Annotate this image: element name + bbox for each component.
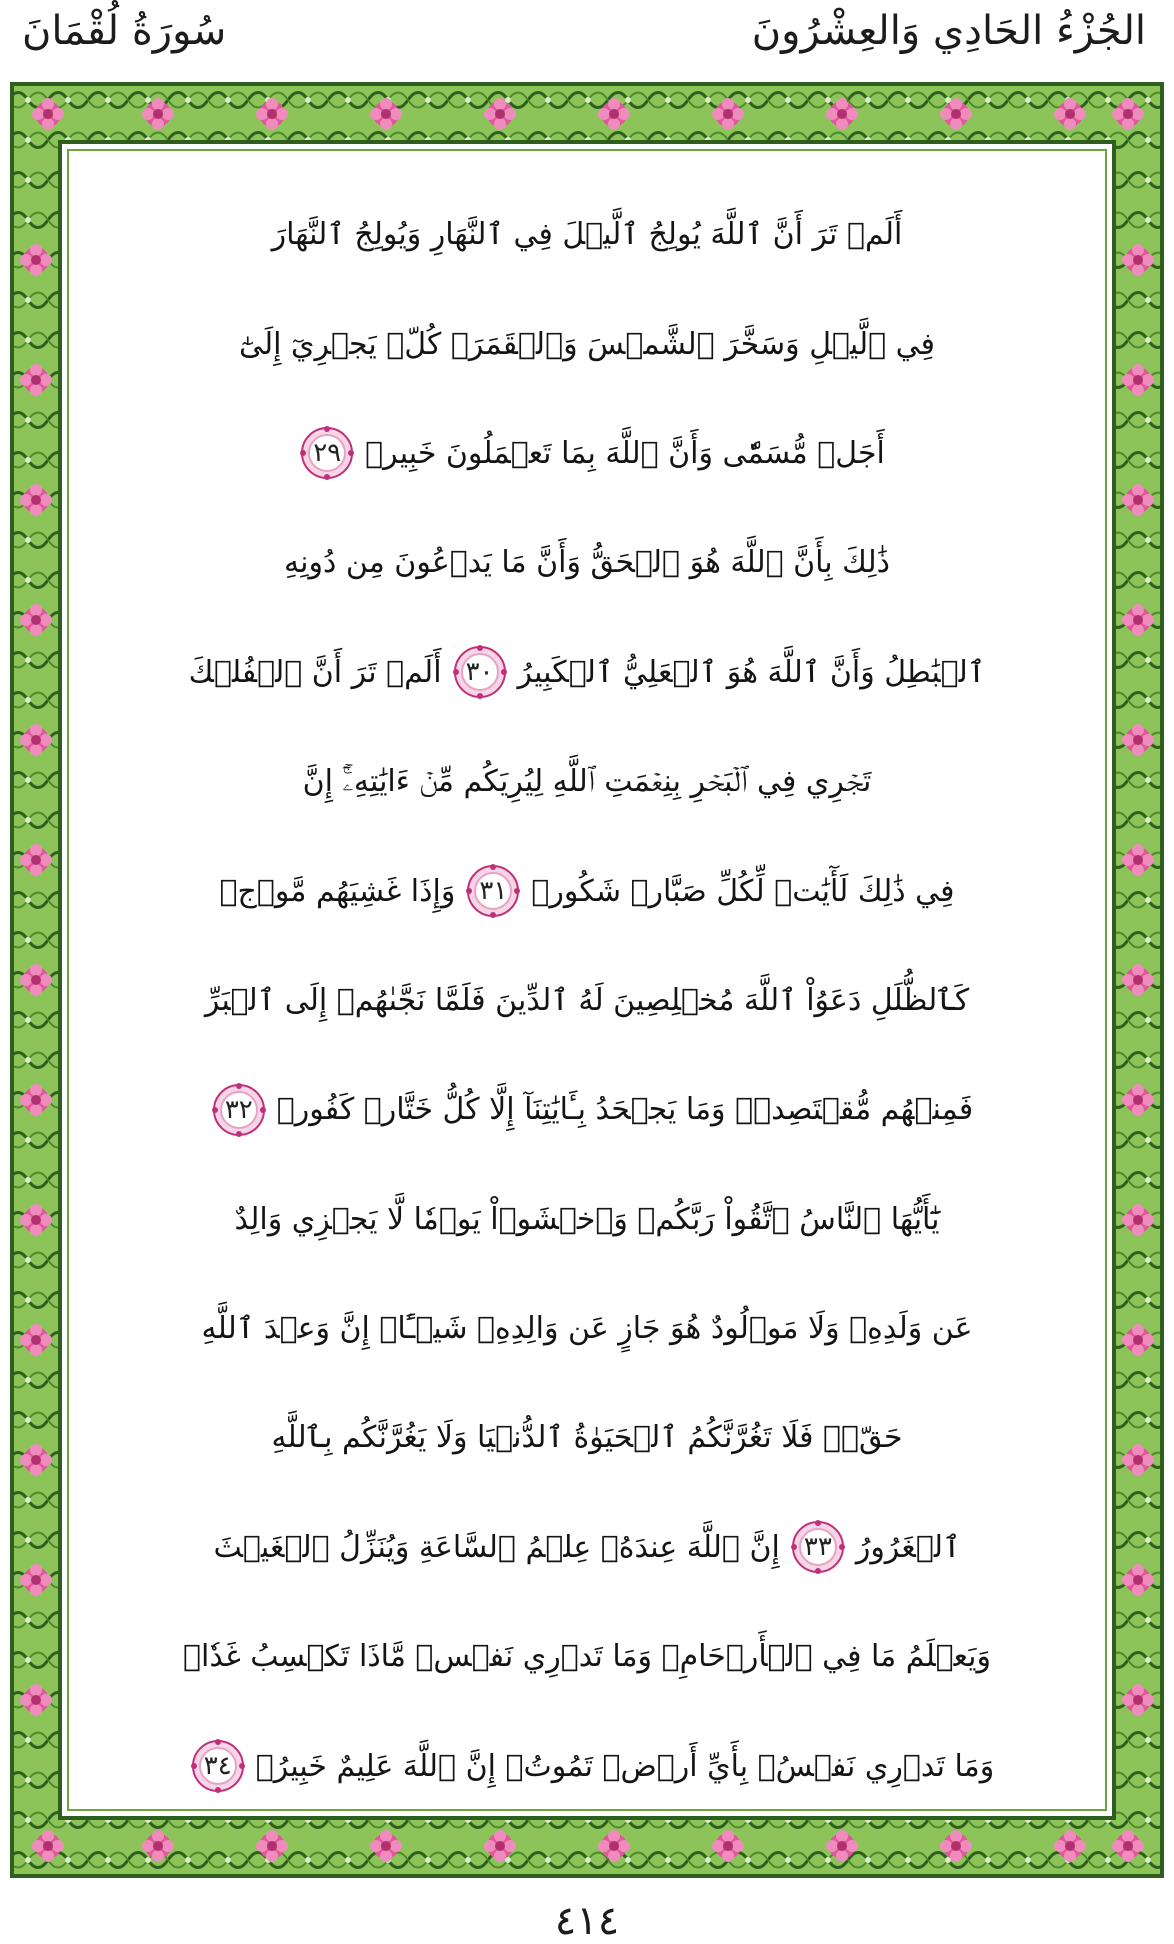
verse-line bbox=[94, 727, 1080, 836]
page-number: ٤١٤ bbox=[554, 1898, 620, 1944]
verse-line bbox=[94, 289, 1080, 398]
verse-text: فَمِنۡهُم مُّقۡتَصِدٞۚ وَمَا يَجۡحَدُ بِـَٔايَٰتِنَآ إِلَّا كُلُّ خَتَّارٖ كَفُورٖ bbox=[276, 1092, 974, 1128]
verse-line bbox=[94, 1383, 1080, 1492]
verse-text: ٱلۡغَرُورُ bbox=[855, 1529, 961, 1565]
verse-line bbox=[94, 399, 1080, 508]
surah-title: سُورَةُ لُقْمَانَ bbox=[22, 8, 227, 54]
verse-line bbox=[94, 618, 1080, 727]
verse-text: حَقّٞۖ فَلَا تَغُرَّنَّكُمُ ٱلۡحَيَوٰةُ ٱلدُّنۡيَا وَلَا يَغُرَّنَّكُم بِٱللَّهِ bbox=[271, 1420, 903, 1456]
verse-text: فِي ذَٰلِكَ لَأٓيَٰتٖ لِّكُلِّ صَبَّارٖ شَكُورٖ bbox=[531, 873, 955, 909]
ornamental-frame bbox=[8, 80, 1166, 1880]
verse-line bbox=[94, 1493, 1080, 1602]
page-header bbox=[0, 0, 1174, 78]
verse-line bbox=[94, 1055, 1080, 1164]
ayah-end-marker bbox=[452, 644, 508, 700]
ayah-number: ٣١ bbox=[479, 876, 508, 907]
verse-text: يَٰٓأَيُّهَا ٱلنَّاسُ ٱتَّقُواْ رَبَّكُمۡ وَٱخۡشَوۡاْ يَوۡمٗا لَّا يَجۡزِي وَالِدٌ bbox=[234, 1201, 940, 1237]
ayah-number: ٣٢ bbox=[224, 1094, 253, 1125]
ayah-number: ٣٣ bbox=[803, 1532, 832, 1563]
verse-text: فِي ٱلَّيۡلِ وَسَخَّرَ ٱلشَّمۡسَ وَٱلۡقَمَرَۖ كُلّٞ يَجۡرِيٓ إِلَىٰٓ bbox=[239, 326, 936, 362]
verse-line bbox=[94, 1711, 1080, 1820]
verse-line bbox=[94, 946, 1080, 1055]
verse-text: وَيَعۡلَمُ مَا فِي ٱلۡأَرۡحَامِۖ وَمَا تَدۡرِي نَفۡسٞ مَّاذَا تَكۡسِبُ غَدٗاۖ bbox=[183, 1639, 991, 1675]
verse-text: ذَٰلِكَ بِأَنَّ ٱللَّهَ هُوَ ٱلۡحَقُّ وَأَنَّ مَا يَدۡعُونَ مِن دُونِهِ bbox=[284, 545, 890, 581]
juz-title: الجُزْءُ الحَادِي وَالعِشْرُونَ bbox=[751, 8, 1146, 54]
ayah-end-marker bbox=[299, 425, 355, 481]
verse-text: ٱلۡبَٰطِلُ وَأَنَّ ٱللَّهَ هُوَ ٱلۡعَلِيُّ ٱلۡكَبِيرُ bbox=[517, 654, 986, 690]
ayah-number: ٣٤ bbox=[203, 1751, 232, 1782]
verse-text: تَجۡرِي فِي ٱلۡبَحۡرِ بِنِعۡمَتِ ٱللَّهِ لِيُرِيَكُم مِّنۡ ءَايَٰتِهِۦٓۚ إِنَّ bbox=[302, 764, 872, 800]
verse-line bbox=[94, 180, 1080, 289]
ayah-end-marker bbox=[190, 1738, 246, 1794]
verse-line bbox=[94, 508, 1080, 617]
verse-text: كَٱلظُّلَلِ دَعَوُاْ ٱللَّهَ مُخۡلِصِينَ لَهُ ٱلدِّينَ فَلَمَّا نَجَّىٰهُمۡ إِلَى ٱلۡبَرِّ bbox=[204, 982, 970, 1018]
verse-text: أَلَمۡ تَرَ أَنَّ ٱللَّهَ يُولِجُ ٱلَّيۡلَ فِي ٱلنَّهَارِ وَيُولِجُ ٱلنَّهَارَ bbox=[271, 217, 903, 253]
verse-text: أَجَلٖ مُّسَمّٗى وَأَنَّ ٱللَّهَ بِمَا تَعۡمَلُونَ خَبِيرٞ bbox=[365, 435, 885, 471]
verse-line bbox=[94, 1165, 1080, 1274]
quran-text-panel bbox=[76, 158, 1098, 1802]
verse-text: عَن وَلَدِهِۦ وَلَا مَوۡلُودٌ هُوَ جَازٍ عَن وَالِدِهِۦ شَيۡـًٔاۚ إِنَّ وَعۡدَ ٱللَّهِ bbox=[201, 1311, 973, 1347]
ayah-end-marker bbox=[465, 863, 521, 919]
verse-text: وَإِذَا غَشِيَهُم مَّوۡجٞ bbox=[219, 873, 456, 909]
verse-line bbox=[94, 1274, 1080, 1383]
verse-line bbox=[94, 836, 1080, 945]
verse-text: أَلَمۡ تَرَ أَنَّ ٱلۡفُلۡكَ bbox=[188, 654, 442, 690]
ayah-number: ٢٩ bbox=[313, 438, 342, 469]
ayah-end-marker bbox=[211, 1082, 267, 1138]
ayah-number: ٣٠ bbox=[465, 657, 494, 688]
verse-line bbox=[94, 1602, 1080, 1711]
ayah-end-marker bbox=[790, 1519, 846, 1575]
verse-text: إِنَّ ٱللَّهَ عِندَهُۥ عِلۡمُ ٱلسَّاعَةِ وَيُنَزِّلُ ٱلۡغَيۡثَ bbox=[213, 1529, 780, 1565]
verse-text: وَمَا تَدۡرِي نَفۡسُۢ بِأَيِّ أَرۡضٖ تَمُوتُۚ إِنَّ ٱللَّهَ عَلِيمٌ خَبِيرُۢ bbox=[255, 1748, 995, 1784]
